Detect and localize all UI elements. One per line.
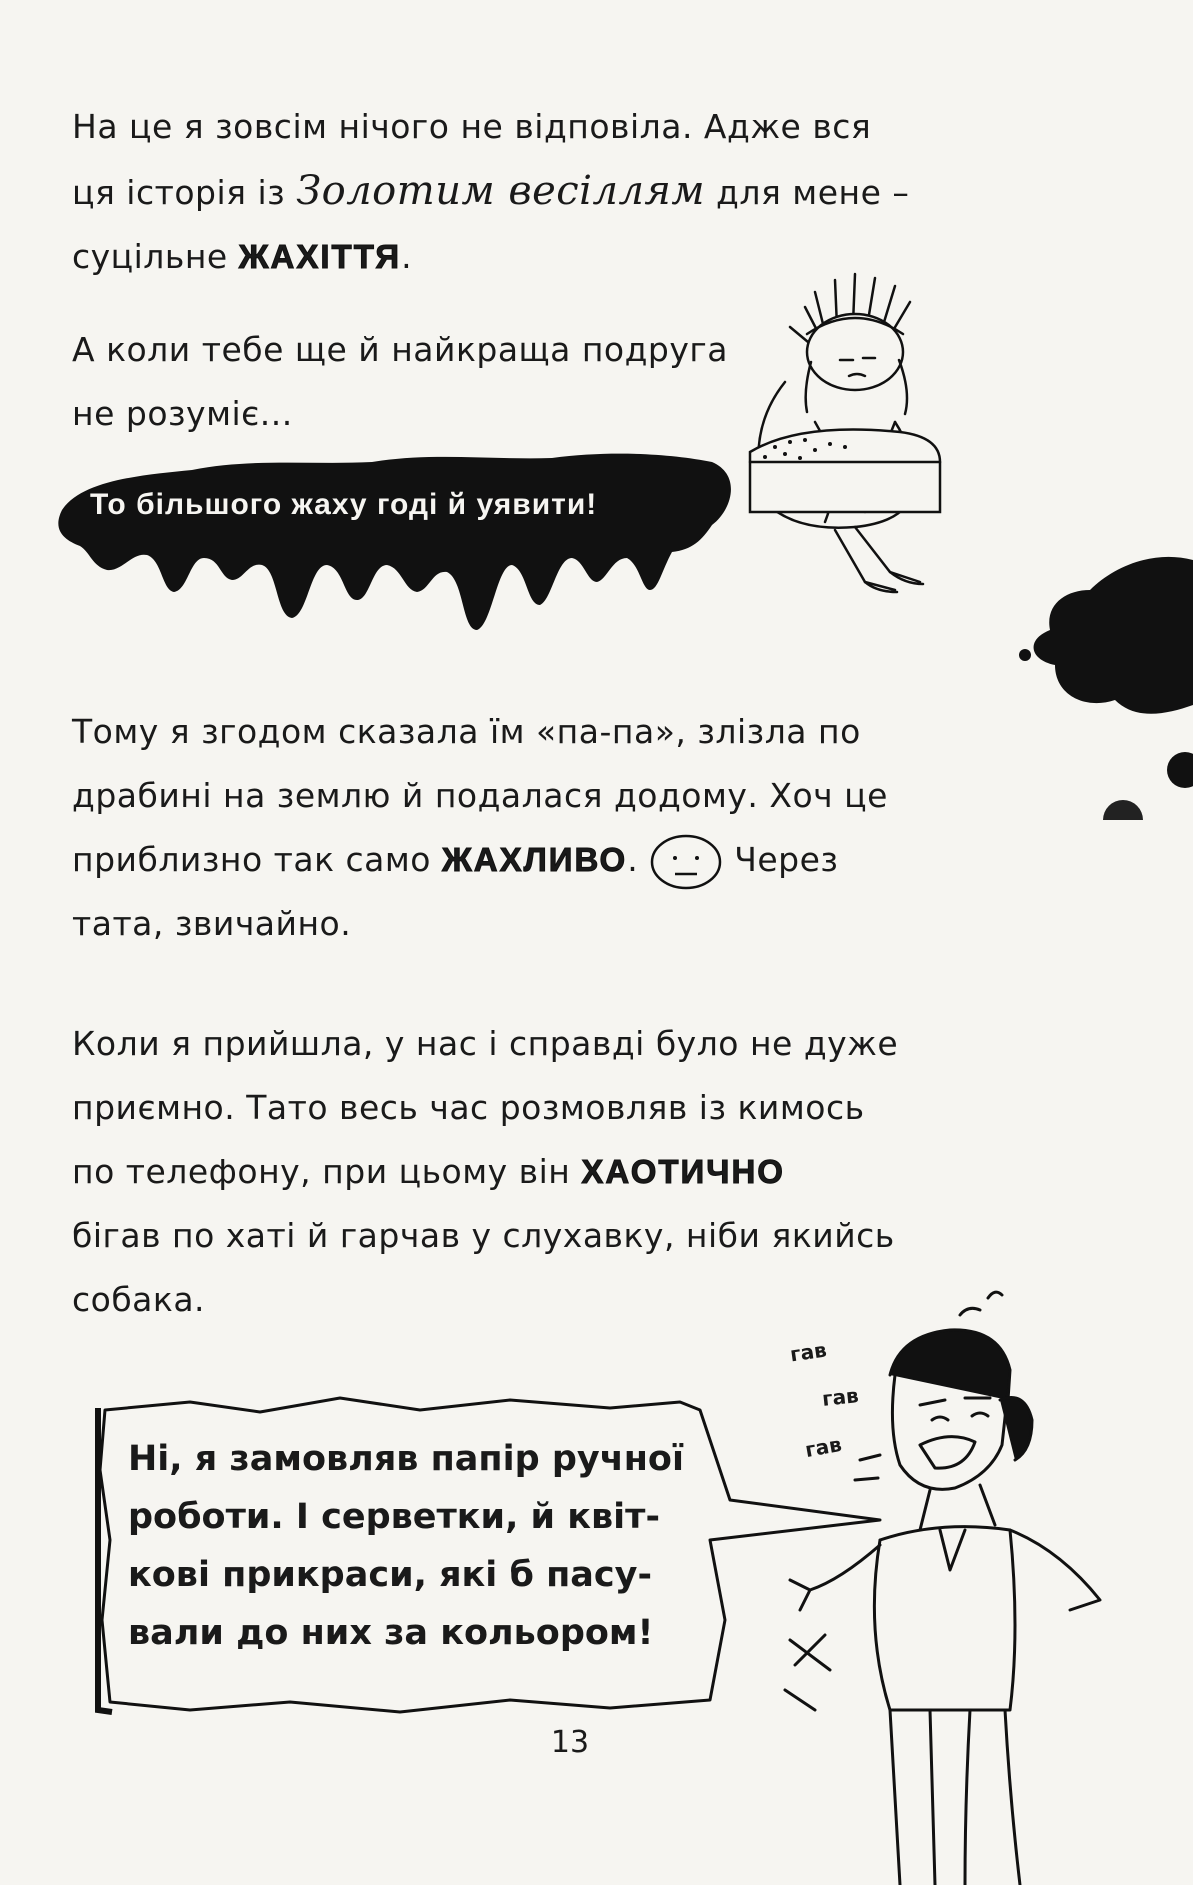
bubble-text (128, 1430, 684, 1662)
text-line: приблизно так само ЖАХЛИВО. Через (72, 828, 888, 892)
paragraph-2 (72, 318, 728, 446)
woof-label: гав (788, 1337, 829, 1367)
text-line: приємно. Тато весь час розмовляв із кимось (72, 1088, 865, 1127)
text-line: На це я зовсім нічого не відповіла. Адже вся (72, 107, 872, 146)
paragraph-3 (72, 700, 888, 956)
woof-label: гав (820, 1383, 860, 1411)
text-line: Коли я прийшла, у нас і справді було не дуже (72, 1024, 899, 1063)
ink-splat (1005, 520, 1193, 820)
emphasis-word: ХАОТИЧНО (581, 1153, 785, 1190)
text-line: Тому я згодом сказала їм «па-па», злізла по (72, 712, 861, 751)
banner-text: То більшого жаху годі й уявити! (90, 488, 598, 521)
paragraph-1 (72, 95, 909, 289)
bubble-line: Ні, я замовляв папір ручної (128, 1439, 684, 1479)
bubble-line: кові прикраси, які б пасу- (128, 1555, 652, 1595)
ink-blot-banner (52, 440, 732, 640)
dad-on-phone-illustration (770, 1280, 1170, 1885)
text-line: по телефону, при цьому він ХАОТИЧНО (72, 1152, 785, 1191)
golden-wedding-phrase: Золотим весіллям (296, 168, 706, 214)
text-line: тата, звичайно. (72, 904, 352, 943)
bubble-line: вали до них за кольором! (128, 1613, 654, 1653)
text-line: драбині на землю й подалася додому. Хоч це (72, 776, 888, 815)
page-number: 13 (550, 1725, 590, 1760)
text-line: бігав по хаті й гарчав у слухавку, ніби якийсь (72, 1216, 895, 1255)
woof-label: гав (803, 1432, 844, 1462)
text-line: не розуміє... (72, 394, 293, 433)
bubble-line: роботи. І серветки, й квіт- (128, 1497, 660, 1537)
emphasis-word: ЖАХЛИВО (441, 841, 628, 878)
emphasis-word: ЖАХІТТЯ (238, 238, 402, 275)
text-line: суцільне ЖАХІТТЯ. (72, 237, 413, 276)
text-line: собака. (72, 1280, 206, 1319)
text-line: А коли тебе ще й найкраща подруга (72, 330, 728, 369)
text-line: ця історія із Золотим весіллям для мене – (72, 168, 910, 214)
sad-face-icon (649, 832, 723, 892)
